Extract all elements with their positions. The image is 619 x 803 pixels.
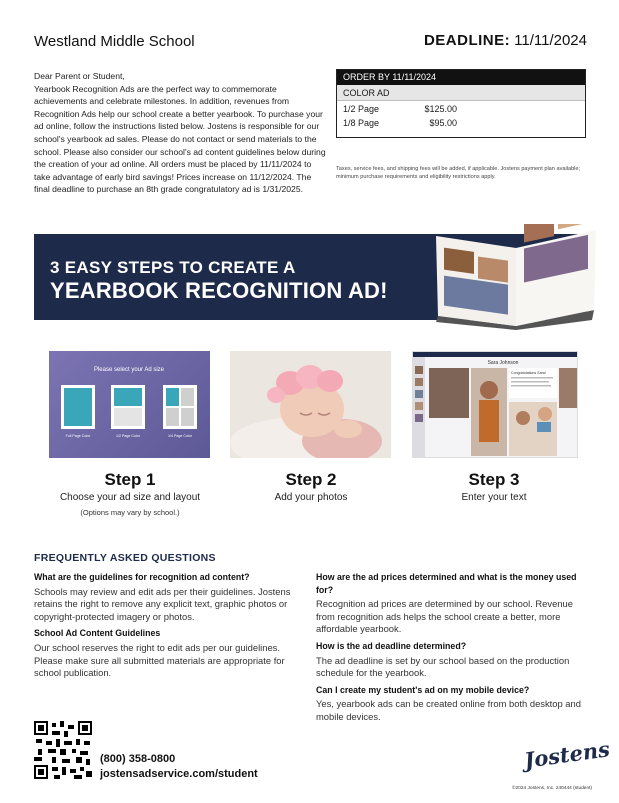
step1-image xyxy=(49,351,210,458)
faq-question: School Ad Content Guidelines xyxy=(34,628,161,639)
school-name: Westland Middle School xyxy=(34,33,195,50)
price-row-size: 1/2 Page xyxy=(343,104,380,114)
jostens-logo: Jostens xyxy=(522,736,612,773)
step3-title: Step 3 xyxy=(468,470,520,489)
banner-line-1: 3 EASY STEPS TO CREATE A xyxy=(50,258,296,277)
letter-greeting: Dear Parent or Student, xyxy=(34,71,125,81)
phone-number: (800) 358-0800 xyxy=(100,753,176,765)
ad-size-heading: Please select your Ad size xyxy=(93,367,165,373)
ad-preview-caption: Congratulations Sara! xyxy=(511,371,546,375)
banner-line-2: YEARBOOK RECOGNITION AD! xyxy=(50,278,388,303)
step3-desc: Enter your text xyxy=(461,492,527,503)
step2-image xyxy=(230,351,391,458)
faq-answer: Yes, yearbook ads can be created online from both desktop and mobile devices. xyxy=(316,698,581,722)
price-row-price: $95.00 xyxy=(429,118,457,128)
letter xyxy=(34,70,326,196)
faq-answer: Our school reserves the right to edit ads per our guidelines. Please make sure all submitted materials are appropriate for school publication. xyxy=(34,641,285,679)
deadline xyxy=(424,32,587,49)
ad-size-option-label: 1/4 Page Color xyxy=(168,434,192,438)
copyright: ©2024 Jostens, Inc. 240444 (student) xyxy=(512,786,593,791)
ad-size-option-label: Full Page Color xyxy=(65,434,91,438)
deadline-label: DEADLINE: xyxy=(423,32,511,49)
step1-note: (Options may vary by school.) xyxy=(80,508,180,517)
ad-size-option-label: 1/2 Page Color xyxy=(116,434,140,438)
faq-question: How are the ad prices determined and what is the money used for? xyxy=(316,572,577,595)
order-note: Taxes, service fees, and shipping fees will be added, if applicable. Jostens payment plan available; minimum purchase requirements and eligibility restrictions apply. xyxy=(336,166,581,180)
qr-code[interactable] xyxy=(34,721,92,779)
yearbook-image xyxy=(432,224,600,330)
order-box-subtitle: COLOR AD xyxy=(337,85,585,101)
faq-right-column xyxy=(316,571,588,728)
ad-preview-name: Sara Johnson xyxy=(487,360,519,366)
faq-question: What are the guidelines for recognition ad content? xyxy=(34,572,250,582)
faq-question: How is the ad deadline determined? xyxy=(316,640,467,651)
faq-answer: The ad deadline is set by our school based on the production schedule for the yearbook. xyxy=(316,654,570,679)
step2-desc: Add your photos xyxy=(274,492,348,503)
faq-title: FREQUENTLY ASKED QUESTIONS xyxy=(34,552,216,564)
letter-body: Yearbook Recognition Ads are the perfect way to commemorate achievements and celebrate milestones. In addition, revenues from Recognition Ads help our school create a better yearbook. To purchase your ad online, follow the instructions listed below. Jostens is responsible for our school's yearbook ad sales. Please do not contact or send materials to the school. Please also consider our school's ad content guidelines below during the creation of your ad online. All orders must be placed by 11/11/2024 to take advantage of early bird savings! Prices increase on 11/12/2024. The final deadline to purchase an 8th grade congratulatory ad is 1/31/2025. xyxy=(34,83,326,195)
step2-title: Step 2 xyxy=(285,470,337,489)
order-box xyxy=(336,69,586,138)
price-row xyxy=(337,117,585,131)
order-box-title: ORDER BY 11/11/2024 xyxy=(337,70,585,85)
steps-banner xyxy=(34,234,587,320)
contact-info xyxy=(100,752,258,782)
faq-answer: Schools may review and edit ads per their guidelines. Jostens retains the right to remove any explicit text, graphic photos or copyright-protected imagery or photos. xyxy=(34,585,291,622)
price-row-price: $125.00 xyxy=(424,104,457,114)
step3-image xyxy=(412,351,578,458)
step1-title: Step 1 xyxy=(104,470,156,489)
faq-question: Can I create my student's ad on my mobile device? xyxy=(316,684,530,695)
faq-answer: Recognition ad prices are determined by our school. Revenue from recognition ads helps the school create a better, more affordable yearbook. xyxy=(316,598,573,635)
website-link[interactable]: jostensadservice.com/student xyxy=(100,768,258,780)
faq-left-column xyxy=(34,571,306,684)
deadline-date: 11/11/2024 xyxy=(514,32,587,49)
step1-desc: Choose your ad size and layout xyxy=(59,492,201,503)
price-row xyxy=(337,103,585,117)
price-row-size: 1/8 Page xyxy=(343,118,380,128)
